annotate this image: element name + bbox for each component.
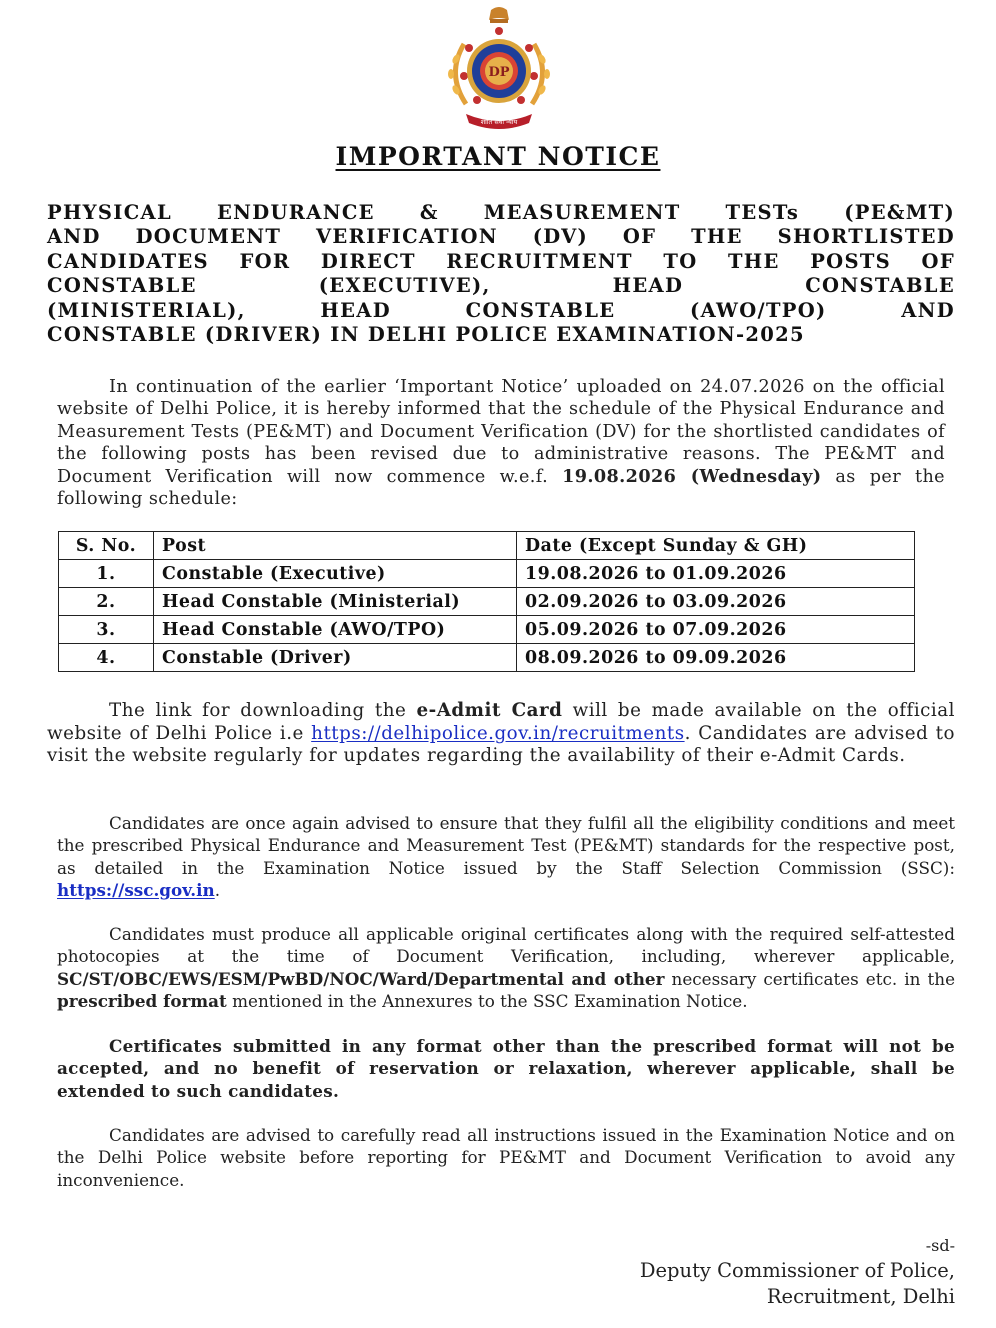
cell-post: Head Constable (Ministerial) — [154, 588, 517, 616]
cell-date: 05.09.2026 to 07.09.2026 — [517, 616, 915, 644]
signatory-office: Recruitment, Delhi — [766, 1285, 955, 1308]
paragraph-instructions: Candidates are advised to carefully read all instructions issued in the Examination Notice and on the Delhi Police website before reporting for PE&MT and Document Verification to avoid any inconvenience. — [57, 1125, 955, 1190]
table-row — [59, 644, 915, 672]
subject-line: CANDIDATES FOR DIRECT RECRUITMENT TO THE POSTS OF — [47, 249, 955, 273]
subject-line: CONSTABLE (DRIVER) IN DELHI POLICE EXAMINATION-2025 — [47, 323, 805, 347]
table-row — [59, 560, 915, 588]
subject-line: PHYSICAL ENDURANCE & MEASUREMENT TESTs (PE&MT) — [47, 201, 955, 224]
paragraph-schedule-intro: In continuation of the earlier ‘Important Notice’ uploaded on 24.07.2026 on the official website of Delhi Police, it is hereby informed that the schedule of the Physical Endurance and Measurement Tests (PE&MT) and Document Verification (DV) for the shortlisted candidates of the following posts has been revised due to administrative reasons. The PE&MT and Document Verification will now commence w.e.f. 19.08.2026 (Wednesday) as per the following schedule: — [57, 377, 945, 510]
paragraph-warning: Certificates submitted in any format other than the prescribed format will not be accepted, and no benefit of reservation or relaxation, wherever applicable, shall be extended to such candidates. — [57, 1036, 955, 1101]
cell-post: Constable (Driver) — [154, 644, 517, 672]
header-post: Post — [154, 532, 517, 560]
paragraph-admit-card: The link for downloading the e-Admit Card will be made available on the official website of Delhi Police i.e https://delhipolice.gov.in/recruitments. Candidates are advised to visit the website regularly for updates regarding the availability of their e-Admit Cards. — [47, 700, 956, 767]
table-header-row — [59, 532, 915, 560]
admit-card-label: e-Admit Card — [416, 700, 563, 721]
table-row — [59, 588, 915, 616]
cell-date: 02.09.2026 to 03.09.2026 — [517, 588, 915, 616]
svg-text:शांति सेवा न्याय: शांति सेवा न्याय — [480, 118, 518, 126]
start-date: 19.08.2026 (Wednesday) — [562, 465, 822, 487]
subject-line: AND DOCUMENT VERIFICATION (DV) OF THE SHORTLISTED — [47, 225, 955, 249]
cell-sno: 1. — [59, 560, 154, 588]
ssc-link[interactable]: https://ssc.gov.in — [57, 879, 215, 900]
cell-post: Head Constable (AWO/TPO) — [154, 616, 517, 644]
cell-post: Constable (Executive) — [154, 560, 517, 588]
delhi-police-emblem-icon — [436, 4, 562, 132]
cell-sno: 4. — [59, 644, 154, 672]
table-row — [59, 616, 915, 644]
paragraph-certificates: Candidates must produce all applicable original certificates along with the required self-attested photocopies at the time of Document Verification, including, wherever applicable, SC/ST/OBC/EWS/ESM/PwBD/NOC/Ward/Departmental and other necessary certificates etc. in the prescribed format mentioned in the Annexures to the SSC Examination Notice. — [57, 924, 955, 1011]
signatory-designation: Deputy Commissioner of Police, — [639, 1259, 955, 1282]
cell-date: 08.09.2026 to 09.09.2026 — [517, 644, 915, 672]
subject-line: (MINISTERIAL), HEAD CONSTABLE (AWO/TPO) AND — [47, 298, 955, 322]
header-date: Date (Except Sunday & GH) — [517, 532, 915, 560]
svg-text:DP: DP — [488, 65, 510, 80]
recruitment-link[interactable]: https://delhipolice.gov.in/recruitments — [311, 722, 685, 744]
prescribed-format: prescribed format — [57, 990, 227, 1011]
notice-subject — [47, 201, 955, 347]
cell-sno: 3. — [59, 616, 154, 644]
certificate-categories: SC/ST/OBC/EWS/ESM/PwBD/NOC/Ward/Departmental and other — [57, 968, 665, 989]
header-sno: S. No. — [59, 532, 154, 560]
paragraph-eligibility: Candidates are once again advised to ensure that they fulfil all the eligibility conditions and meet the prescribed Physical Endurance and Measurement Test (PE&MT) standards for the respective post, as detailed in the Examination Notice issued by the Staff Selection Commission (SSC): https://ssc.gov.in. — [57, 813, 955, 900]
schedule-table — [58, 531, 915, 672]
notice-title: IMPORTANT NOTICE — [335, 142, 661, 171]
cell-date: 19.08.2026 to 01.09.2026 — [517, 560, 915, 588]
cell-sno: 2. — [59, 588, 154, 616]
signature-sd: -sd- — [925, 1236, 955, 1255]
subject-line: CONSTABLE (EXECUTIVE), HEAD CONSTABLE — [47, 274, 955, 298]
